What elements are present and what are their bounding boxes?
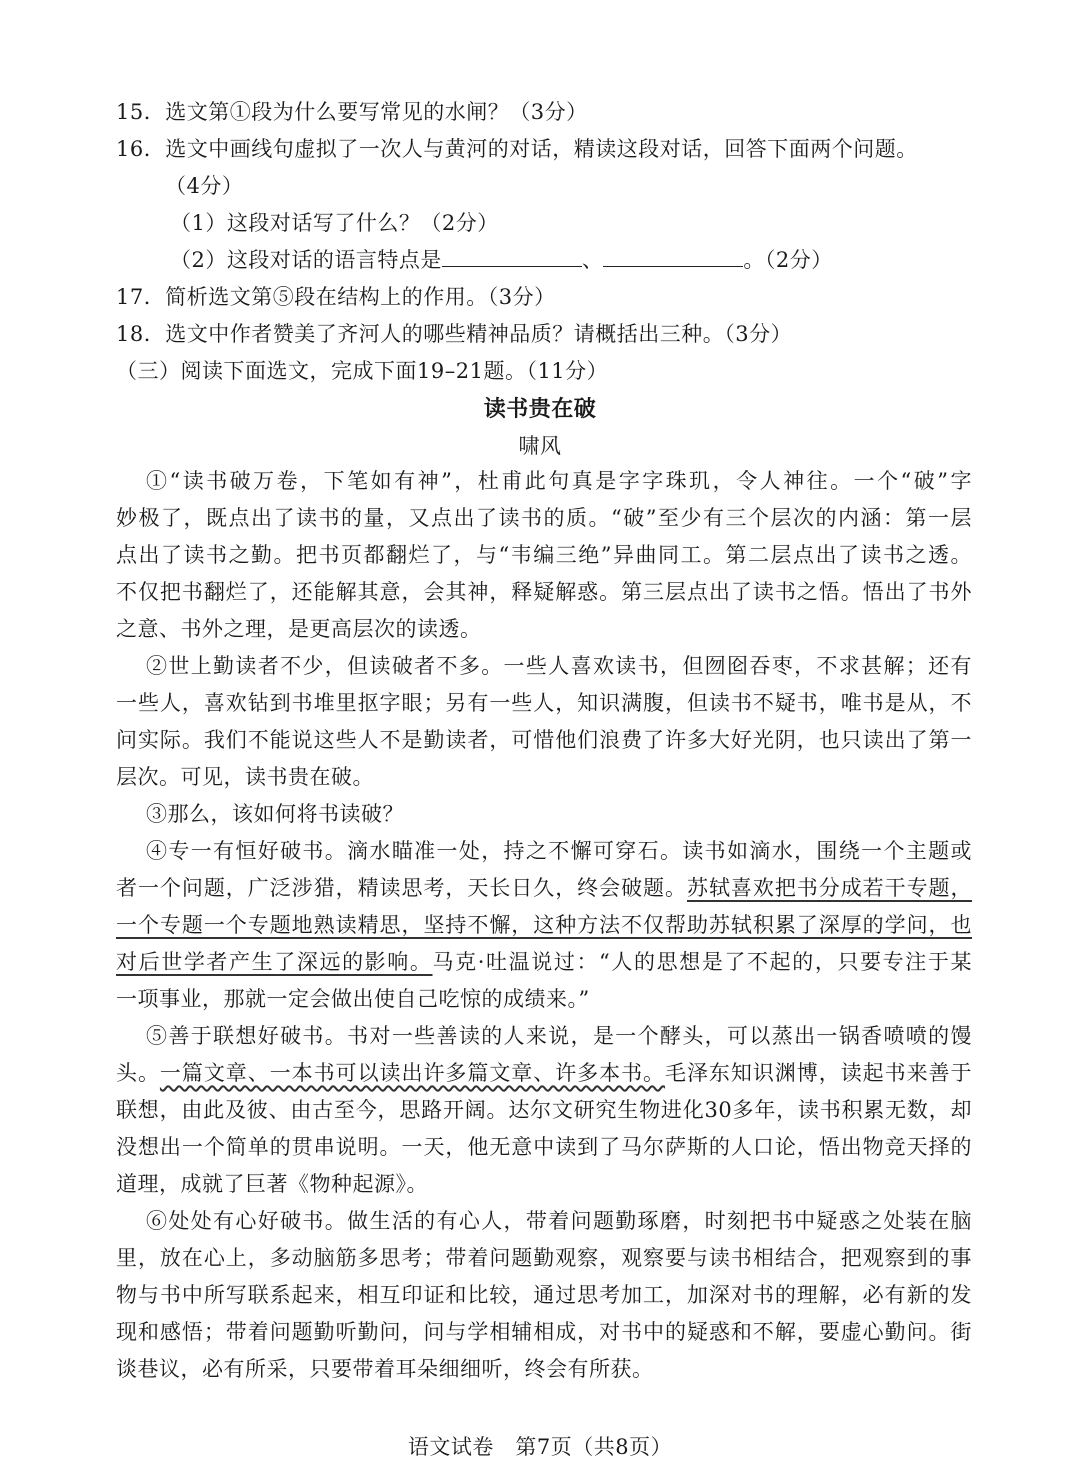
question-16-part-2-prefix: （2）这段对话的语言特点是 — [170, 248, 442, 272]
paragraph-4-line — [116, 910, 972, 940]
paragraph-1-line: 点出了读书之勤。把书页都翻烂了，与“韦编三绝”异曲同工。第二层点出了读书之透。 — [116, 543, 972, 567]
article-author: 啸风 — [518, 434, 562, 458]
paragraph-6-line: 谈巷议，必有所采，只要带着耳朵细细听，终会有所获。 — [116, 1357, 654, 1381]
question-16-part-2-separator: 、 — [581, 248, 604, 272]
paragraph-2-line: 问实际。我们不能说这些人不是勤读者，可惜他们浪费了许多大好光阴，也只读出了第一 — [116, 728, 972, 752]
paragraph-5-line — [116, 1058, 972, 1088]
paragraph-2-line: 一些人，喜欢钻到书堆里抠字眼；另有一些人，知识满腹，但读书不疑书，唯书是从，不 — [116, 691, 972, 715]
question-15: 15．选文第①段为什么要写常见的水闸？（3分） — [116, 100, 588, 124]
question-16-part-2-suffix: 。（2分） — [743, 248, 833, 272]
paragraph-6-line: 里，放在心上，多动脑筋多思考；带着问题勤观察，观察要与读书相结合，把观察到的事 — [116, 1246, 972, 1270]
paragraph-4-line: 一项事业，那就一定会做出使自己吃惊的成绩来。” — [116, 987, 590, 1011]
question-16: 16．选文中画线句虚拟了一次人与黄河的对话，精读这段对话，回答下面两个问题。 — [116, 137, 918, 161]
paragraph-2-line: ②世上勤读者不少，但读破者不多。一些人喜欢读书，但囫囵吞枣，不求甚解；还有 — [146, 654, 972, 678]
paragraph-5-text: 毛泽东知识渊博，读起书来善于 — [665, 1061, 973, 1085]
paragraph-6-line: ⑥处处有心好破书。做生活的有心人，带着问题勤琢磨，时刻把书中疑惑之处装在脑 — [146, 1209, 972, 1233]
underlined-sentence: 对后世学者产生了深远的影响。 — [116, 950, 433, 974]
question-18: 18．选文中作者赞美了齐河人的哪些精神品质？请概括出三种。（3分） — [116, 322, 793, 346]
question-16-part-2 — [170, 245, 833, 275]
question-17: 17．简析选文第⑤段在结构上的作用。（3分） — [116, 285, 556, 309]
answer-blank-1[interactable] — [442, 246, 582, 267]
question-16-part-1: （1）这段对话写了什么？（2分） — [170, 211, 499, 235]
wavy-underlined-sentence: 一篇文章、一本书可以读出许多篇文章、许多本书。 — [159, 1061, 666, 1085]
paragraph-2-line: 层次。可见，读书贵在破。 — [116, 765, 374, 789]
paragraph-4-text: 马克·吐温说过：“人的思想是了不起的，只要专注于某 — [432, 950, 973, 974]
paragraph-6-line: 物与书中所写联系起来，相互印证和比较，通过思考加工，加深对书的理解，必有新的发 — [116, 1283, 972, 1307]
paragraph-1-line: 不仅把书翻烂了，还能解其意，会其神，释疑解惑。第三层点出了读书之悟。悟出了书外 — [116, 580, 972, 604]
underlined-sentence: 苏轼喜欢把书分成若干专题， — [686, 876, 973, 900]
paragraph-5-line: ⑤善于联想好破书。书对一些善读的人来说，是一个酵头，可以蒸出一锅香喷喷的馒 — [146, 1024, 972, 1048]
paragraph-6-line: 现和感悟；带着问题勤听勤问，问与学相辅相成，对书中的疑惑和不解，要虚心勤问。街 — [116, 1320, 972, 1344]
paragraph-5-line: 没想出一个简单的贯串说明。一天，他无意中读到了马尔萨斯的人口论，悟出物竞天择的 — [116, 1135, 972, 1159]
question-16-score: （4分） — [165, 174, 244, 198]
paragraph-5-text: 头。 — [116, 1061, 160, 1085]
paragraph-1-line: 之意、书外之理，是更高层次的读透。 — [116, 617, 482, 641]
underlined-sentence: 一个专题一个专题地熟读精思，坚持不懈，这种方法不仅帮助苏轼积累了深厚的学问，也 — [116, 913, 972, 937]
paragraph-4-line — [116, 947, 972, 977]
paragraph-4-line: ④专一有恒好破书。滴水瞄准一处，持之不懈可穿石。读书如滴水，围绕一个主题或 — [146, 839, 972, 863]
section-heading: （三）阅读下面选文，完成下面19–21题。（11分） — [116, 359, 609, 383]
article-title: 读书贵在破 — [483, 396, 597, 422]
paragraph-1-line: ①“读书破万卷，下笔如有神”，杜甫此句真是字字珠玑，令人神往。一个“破”字 — [146, 469, 972, 493]
paragraph-3: ③那么，该如何将书读破？ — [146, 802, 404, 826]
answer-blank-2[interactable] — [603, 246, 743, 267]
paragraph-5-line: 联想，由此及彼、由古至今，思路开阔。达尔文研究生物进化30多年，读书积累无数，却 — [116, 1098, 972, 1122]
paragraph-5-line: 道理，成就了巨著《物种起源》。 — [116, 1172, 428, 1196]
page-footer: 语文试卷 第7页（共8页） — [407, 1435, 673, 1459]
paragraph-4-line — [116, 873, 972, 903]
paragraph-4-text: 者一个问题，广泛涉猎，精读思考，天长日久，终会破题。 — [116, 876, 687, 900]
paragraph-1-line: 妙极了，既点出了读书的量，又点出了读书的质。“破”至少有三个层次的内涵：第一层 — [116, 506, 972, 530]
